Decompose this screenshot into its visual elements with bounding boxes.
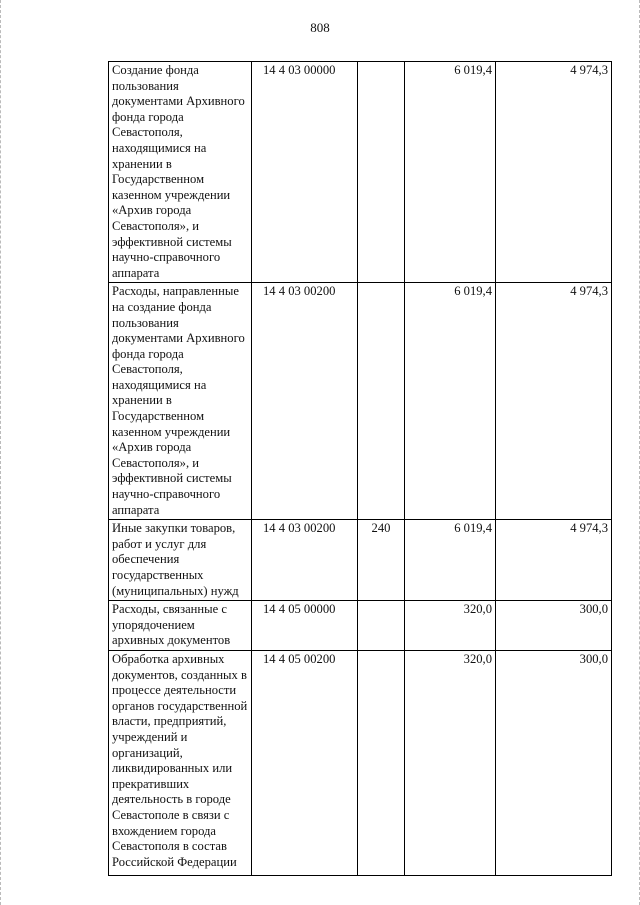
row-code: 14 4 03 00200 [252,520,358,601]
row-name: Создание фонда пользования документами Архивного фонда города Севастополя, находящимися на хранении в Государственном казенном учреждении «Архив города Севастополя», и эффективной системы научно-справочного аппарата [109,62,252,283]
table-row [109,650,612,875]
row-expense-type: 240 [358,520,405,601]
row-value-1: 320,0 [405,601,496,651]
row-value-1: 6 019,4 [405,283,496,520]
page-number: 808 [310,20,330,35]
row-expense-type [358,283,405,520]
row-name: Обработка архивных документов, созданных в процессе деятельности органов государственной власти, предприятий, учреждений и организаций, ликвидированных или прекративших деятельность в городе Севастополе в связи с вхождением города Севастополя в состав Российской Федерации [109,650,252,875]
row-code: 14 4 03 00200 [252,283,358,520]
row-value-2: 300,0 [496,601,612,651]
row-value-2: 4 974,3 [496,520,612,601]
table-row [109,62,612,283]
row-code: 14 4 05 00000 [252,601,358,651]
scan-edge-left [0,0,3,905]
row-value-1: 6 019,4 [405,520,496,601]
row-value-2: 300,0 [496,650,612,875]
row-value-1: 6 019,4 [405,62,496,283]
row-name: Расходы, направленные на создание фонда пользования документами Архивного фонда города Севастополя, находящимися на хранении в Государственном казенном учреждении «Архив города Севастополя», и эффективной системы научно-справочного аппарата [109,283,252,520]
row-name: Иные закупки товаров, работ и услуг для обеспечения государственных (муниципальных) нужд [109,520,252,601]
row-expense-type [358,650,405,875]
row-expense-type [358,62,405,283]
row-value-2: 4 974,3 [496,283,612,520]
row-code: 14 4 05 00200 [252,650,358,875]
row-code: 14 4 03 00000 [252,62,358,283]
row-value-1: 320,0 [405,650,496,875]
table-row [109,601,612,651]
table-row [109,283,612,520]
row-expense-type [358,601,405,651]
budget-table [108,61,612,876]
table-row [109,520,612,601]
row-value-2: 4 974,3 [496,62,612,283]
row-name: Расходы, связанные с упорядочением архивных документов [109,601,252,651]
